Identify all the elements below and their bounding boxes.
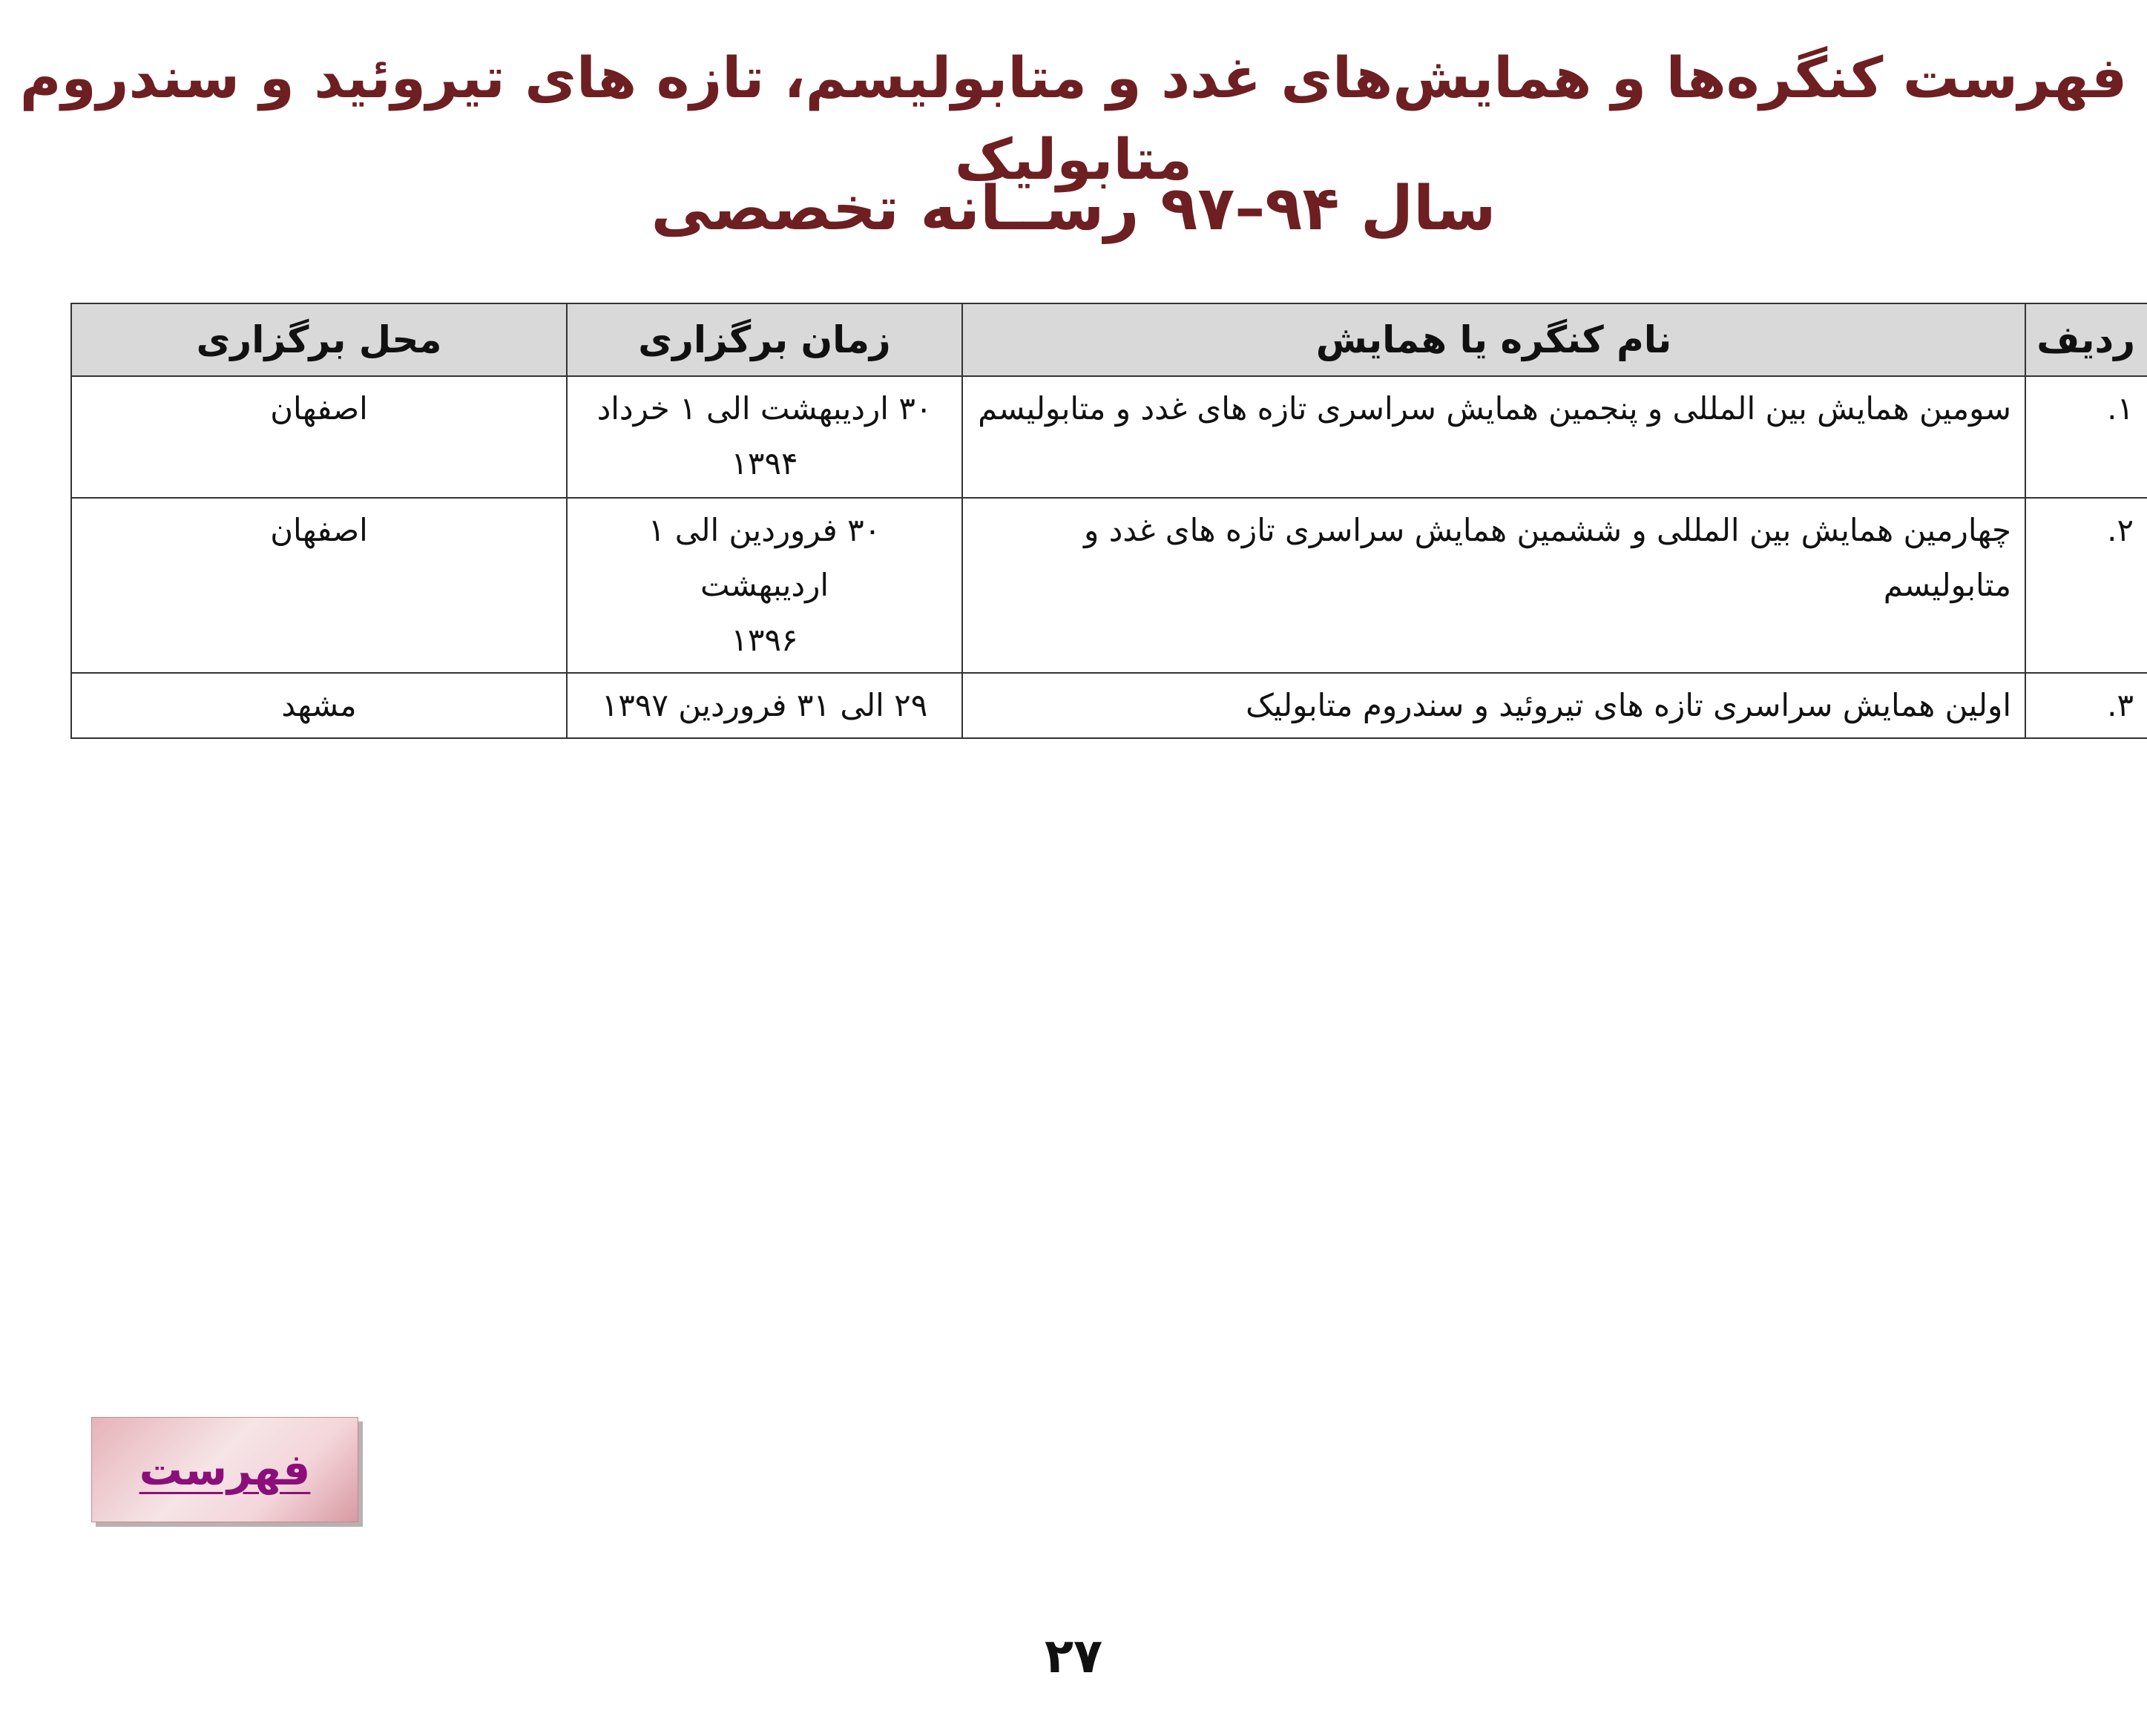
header-congress-name: نام کنگره یا همایش <box>962 303 2025 376</box>
table-header-row <box>71 303 2147 376</box>
page-subtitle: سال ۹۴–۹۷ رســانه تخصصی <box>651 174 1496 244</box>
page-number: ۲۷ <box>1044 1629 1103 1684</box>
date-line: ۳۰ فروردین الی ۱ اردیبهشت <box>648 512 881 603</box>
index-link-label[interactable]: فهرست <box>139 1444 311 1495</box>
location-cell: اصفهان <box>71 376 567 498</box>
page-title: فهرست کنگره‌ها و همایش‌های غدد و متابولیسم، تازه های تیروئید و سندروم متابولیک <box>19 45 2128 192</box>
date-cell <box>567 673 962 738</box>
header-date: زمان برگزاری <box>567 303 962 376</box>
header-row-number: ردیف <box>2025 303 2147 376</box>
row-number-cell: ۱. <box>2025 376 2147 498</box>
table-row <box>71 673 2147 738</box>
date-line: ۳۰ اردیبهشت الی ۱ خرداد <box>596 390 933 427</box>
row-number-cell: ۳. <box>2025 673 2147 738</box>
congress-table <box>70 303 2147 739</box>
congress-name-cell: اولین همایش سراسری تازه های تیروئید و سندروم متابولیک <box>962 673 2025 738</box>
table-row <box>71 498 2147 673</box>
date-year: ۱۳۹۶ <box>731 622 798 658</box>
index-link-button[interactable] <box>91 1417 358 1522</box>
header-location: محل برگزاری <box>71 303 567 376</box>
date-line: ۲۹ الی ۳۱ فروردین ۱۳۹۷ <box>601 687 928 723</box>
row-number-cell: ۲. <box>2025 498 2147 673</box>
location-cell: مشهد <box>71 673 567 738</box>
congress-name-cell: چهارمین همایش بین المللی و ششمین همایش سراسری تازه های غدد و متابولیسم <box>962 498 2025 673</box>
congress-table-container <box>70 303 2147 739</box>
congress-name-cell: سومین همایش بین المللی و پنجمین همایش سراسری تازه های غدد و متابولیسم <box>962 376 2025 498</box>
date-year: ۱۳۹۴ <box>731 445 798 481</box>
location-cell: اصفهان <box>71 498 567 673</box>
date-cell <box>567 376 962 498</box>
table-row <box>71 376 2147 498</box>
date-cell <box>567 498 962 673</box>
